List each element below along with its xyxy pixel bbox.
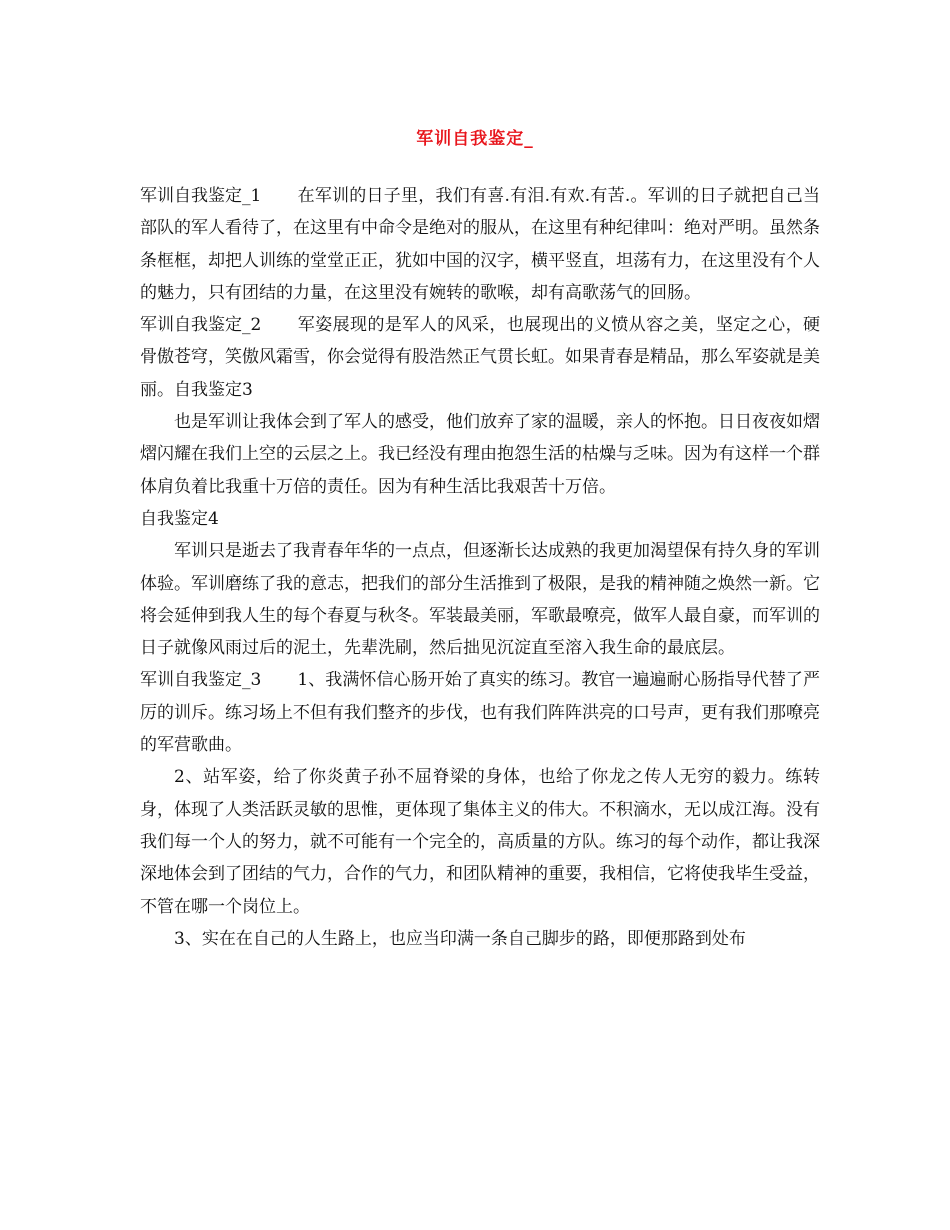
section-2-paragraph [140, 309, 820, 406]
document-title: 军训自我鉴定_ [416, 129, 534, 149]
section-1-label: 军训自我鉴定_1 [140, 186, 262, 206]
point-2-paragraph: 2、站军姿，给了你炎黄子孙不屈脊梁的身体，也给了你龙之传人无穷的毅力。练转身，体现了人类活跃灵敏的思惟，更体现了集体主义的伟大。不积滴水，无以成江海。没有我们每一个人的努力，就不可能有一个完全的，高质量的方队。练习的每个动作，都让我深深地体会到了团结的气力，合作的气力，和团队精神的重要，我相信，它将使我毕生受益，不管在哪一个岗位上。 [140, 767, 820, 917]
section-3-paragraph [140, 664, 820, 761]
section-2-label: 军训自我鉴定_2 [140, 315, 262, 336]
point-3-paragraph: 3、实在在自己的人生路上，也应当印满一条自己脚步的路，即便那路到处布 [174, 928, 746, 949]
section-1-paragraph [140, 180, 820, 309]
section-2-text: 军姿展现的是军人的风采，也展现出的义愤从容之美，坚定之心，硬骨傲苍穹，笑傲风霜雪，你会觉得有股浩然正气贯长虹。如果青春是精品，那么军姿就是美丽。自我鉴定3 [140, 315, 820, 400]
paragraph-3: 也是军训让我体会到了军人的感受，他们放弃了家的温暖，亲人的怀抱。日日夜夜如熠熠闪耀在我们上空的云层之上。我已经没有理由抱怨生活的枯燥与乏味。因为有这样一个群体肩负着比我重十万倍的责任。因为有种生活比我艰苦十万倍。 [140, 412, 820, 497]
paragraph-4: 军训只是逝去了我青春年华的一点点，但逐渐长达成熟的我更加渴望保有持久身的军训体验。军训磨练了我的意志，把我们的部分生活推到了极限，是我的精神随之焕然一新。它将会延伸到我人生的每个春夏与秋冬。军装最美丽，军歌最嘹亮，做军人最自豪，而军训的日子就像风雨过后的泥土，先辈洗刷，然后拙见沉淀直至溶入我生命的最底层。 [140, 541, 820, 659]
section-3-text: 1、我满怀信心肠开始了真实的练习。教官一遍遍耐心肠指导代替了严厉的训斥。练习场上不但有我们整齐的步伐，也有我们阵阵洪亮的口号声，更有我们那嘹亮的军营歌曲。 [140, 670, 820, 756]
section-1-text: 在军训的日子里，我们有喜.有泪.有欢.有苦.。军训的日子就把自己当部队的军人看待了，在这里有中命令是绝对的服从，在这里有种纪律叫：绝对严明。虽然条条框框，却把人训练的堂堂正正，犹如中国的汉字，横平竖直，坦荡有力，在这里没有个人的魅力，只有团结的力量，在这里没有婉转的歌喉，却有高歌荡气的回肠。 [140, 186, 820, 303]
section-4-label: 自我鉴定4 [140, 508, 219, 529]
section-3-label: 军训自我鉴定_3 [140, 670, 262, 691]
document-body [140, 180, 820, 955]
